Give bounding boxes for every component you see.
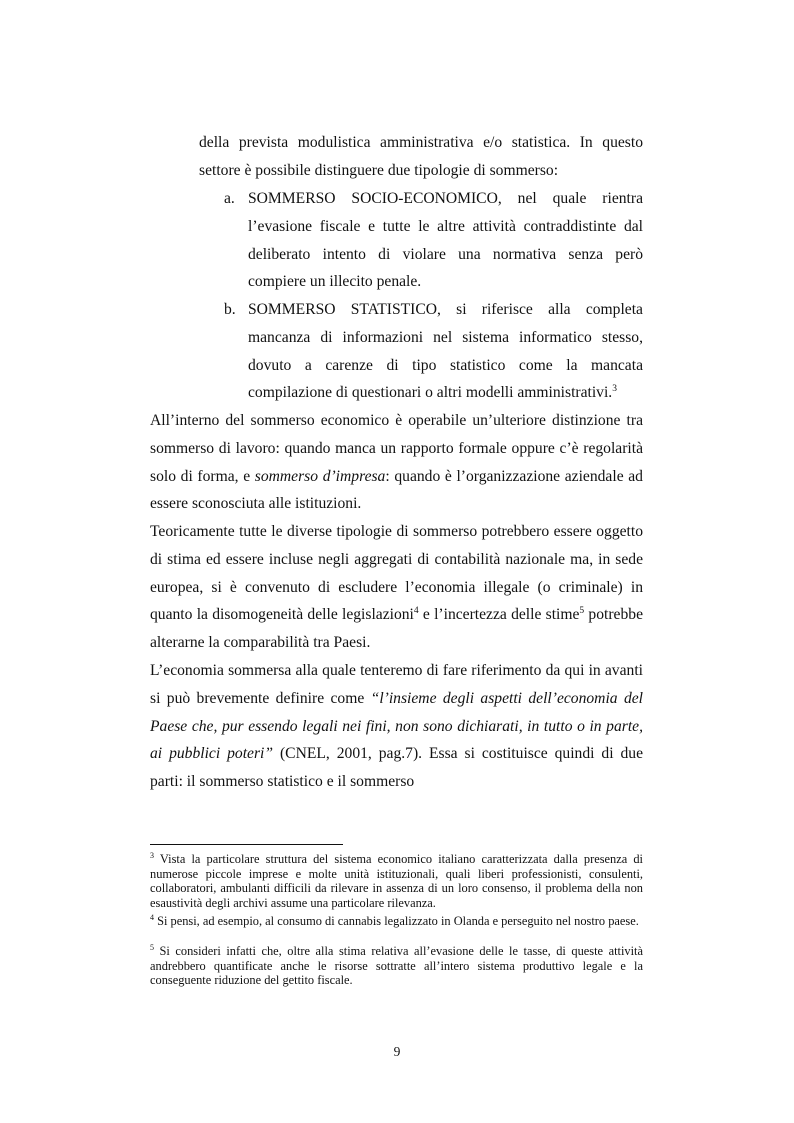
text-run: potrebbe alterarne la comparabilità tra Paesi.: [150, 606, 643, 652]
footnote-number: 5: [150, 942, 154, 952]
footnote-number: 4: [150, 912, 154, 922]
footnote-text: Vista la particolare struttura del sistema economico italiano caratterizzata dalla presenza di numerose piccole imprese e molte unità istituzionali, quali liberi professionisti, consulenti, collaboratori, ambulanti difficili da rilevare in assenza di un loro consenso, il problema della non esaustività degli archivi assume una particolare rilevanza.: [150, 852, 643, 910]
italic-term: sommerso d’impresa: [254, 467, 386, 485]
list-item-title: SOMMERSO SOCIO-ECONOMICO: [248, 190, 498, 207]
text-run: All’interno del sommerso economico è operabile un’ulteriore distinzione tra sommerso di lavoro: quando manca un rapporto formale oppure c’è regolarità solo di forma, e: [150, 412, 643, 485]
list-item-text: , nel quale rientra l’evasione fiscale e tutte le altre attività contraddistinte dal deliberato intento di violare una normativa senza però compiere un illecito penale.: [248, 190, 643, 291]
text-run: e l’incertezza delle stime: [418, 606, 580, 624]
intro-paragraph: della prevista modulistica amministrativa e/o statistica. In questo settore è possibile distinguere due tipologie di sommerso:: [199, 134, 643, 179]
list-item-text: , si riferisce alla completa mancanza di informazioni nel sistema informatico stesso, dovuto a carenze di tipo statistico come la mancata compilazione di questionari o altri modelli amministrativi.: [248, 301, 643, 402]
footnote-ref-5[interactable]: 5: [579, 606, 585, 617]
list-item-statistico: [248, 296, 643, 407]
footnote-text: Si pensi, ad esempio, al consumo di cannabis legalizzato in Olanda e perseguito nel nostro paese.: [154, 914, 639, 928]
text-run: Teoricamente tutte le diverse tipologie di sommerso potrebbero essere oggetto di stima ed essere incluse negli aggregati di contabilità nazionale ma, in sede europea, si è convenuto di escludere l’economia illegale (o criminale) in quanto la disomogeneità delle legislazioni: [150, 523, 643, 624]
footnote-3: [150, 852, 643, 910]
footnote-text: Si consideri infatti che, oltre alla stima relativa all’evasione delle le tasse, di queste attività andrebbero quantificate anche le risorse sottratte all’intero sistema produttivo legale e la conseguente riduzione del gettito fiscale.: [150, 944, 643, 988]
page-number: 9: [393, 1044, 401, 1059]
footnote-ref-3[interactable]: 3: [612, 384, 617, 395]
paragraph-teoricamente: [150, 518, 643, 657]
footnote-divider: [150, 844, 343, 845]
footnote-4: [150, 914, 643, 929]
list-item-title: SOMMERSO STATISTICO: [248, 301, 438, 318]
text-run: : quando è l’organizzazione aziendale ad essere sconosciuta alle istituzioni.: [150, 467, 643, 513]
footnote-number: 3: [150, 850, 154, 860]
text-run: L’economia sommersa alla quale tenteremo di fare riferimento da qui in avanti si può brevemente definire come: [150, 662, 643, 707]
italic-quote: “l’insieme degli aspetti dell’economia del Paese che, pur essendo legali nei fini, non sono dichiarati, in tutto o in parte, ai pubblici poteri”: [150, 689, 643, 763]
footnote-ref-4[interactable]: 4: [413, 606, 419, 617]
list-marker-b: b.: [224, 301, 236, 318]
list-item-socio-economico: [248, 185, 643, 296]
paragraph-definizione: [150, 657, 643, 796]
text-run: (CNEL, 2001, pag.7). Essa si costituisce quindi di due parti: il sommerso statistico e il sommerso: [150, 745, 644, 791]
list-marker-a: a.: [224, 190, 235, 207]
paragraph-distinzione: [150, 407, 643, 518]
footnote-5: [150, 944, 643, 988]
